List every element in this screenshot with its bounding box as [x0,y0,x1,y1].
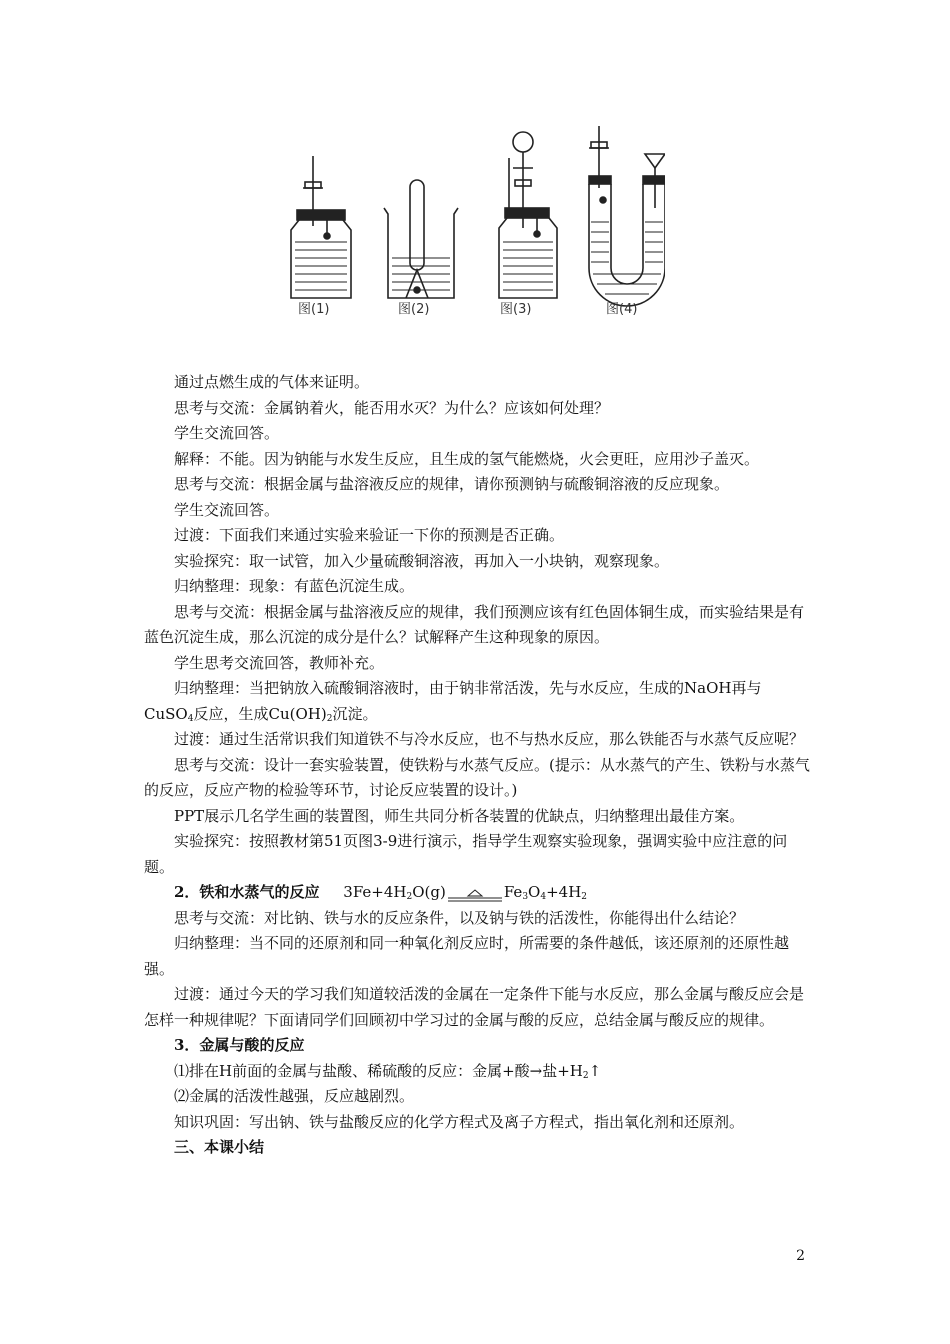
text-fragment: 反应，生成 [193,704,269,723]
text-line: 解释：不能。因为钠能与水发生反应，且生成的氢气能燃烧，火会更旺，应用沙子盖灭。 [174,449,760,468]
apparatus-figure [285,118,665,318]
gas-arrow: ↑ [588,1061,602,1080]
text-paragraph: 思考与交流：设计一套实验装置，使铁粉与水蒸气反应。(提示：从水蒸气的产生、铁粉与水蒸气的反应，反应产物的检验等环节，讨论反应装置的设计。) [144,755,810,799]
text-paragraph: 实验探究：按照教材第51页图3-9进行演示，指导学生观察实验现象，强调实验中应注意的问题。 [144,832,788,876]
eq-part: 3Fe+4H [343,883,407,901]
subscript: 2 [406,892,413,902]
apparatus-2 [384,180,458,298]
heat-arrow-icon [446,886,504,900]
text-line [144,1059,812,1085]
text-line: 归纳整理：当把钠放入硫酸铜溶液时，由于钠非常活泼，先与水反应，生成的NaOH再与 [174,679,762,697]
subscript: 4 [540,892,547,902]
text-fragment: 沉淀。 [332,704,378,723]
text-line: ⑵金属的活泼性越强，反应越剧烈。 [174,1087,415,1105]
formula-cuso4: CuSO [144,704,188,723]
text-line: PPT展示几名学生画的装置图，师生共同分析各装置的优缺点，归纳整理出最佳方案。 [174,806,745,825]
heading-text: 2．铁和水蒸气的反应 [174,883,320,901]
text-line [144,702,812,728]
figure-caption-2: 图(2) [398,302,430,317]
reaction-equation [343,883,587,901]
subscript: 2 [581,892,588,902]
text-line: 思考与交流：金属钠着火，能否用水灭？为什么？应该如何处理？ [174,398,610,417]
text-line: 通过点燃生成的气体来证明。 [174,373,370,391]
section-heading-2 [144,880,812,906]
page-number: 2 [796,1248,805,1264]
eq-part: O(g) [412,883,446,901]
figure-caption-4: 图(4) [606,302,638,317]
eq-part: Fe [503,883,523,901]
text-paragraph: 过渡：通过今天的学习我们知道较活泼的金属在一定条件下能与水反应，那么金属与酸反应会是怎样一种规律呢？下面请同学们回顾初中学习过的金属与酸的反应，总结金属与酸反应的规律。 [144,985,805,1029]
text-fragment: ⑴排在H前面的金属与盐酸、稀硫酸的反应：金属+酸→盐+H [174,1061,583,1080]
text-paragraph: 过渡：通过生活常识我们知道铁不与冷水反应，也不与热水反应，那么铁能否与水蒸气反应呢？ [174,730,805,748]
subscript: 3 [522,892,529,902]
figure-caption-1: 图(1) [298,302,330,317]
text-line: 思考与交流：对比钠、铁与水的反应条件，以及钠与铁的活泼性，你能得出什么结论？ [174,908,745,927]
text-paragraph: 归纳整理：当不同的还原剂和同一种氧化剂反应时，所需要的条件越低，该还原剂的还原性越强。 [144,934,790,978]
apparatus-3 [499,132,557,298]
formula-cuoh2: Cu(OH) [268,704,327,723]
apparatus-1 [291,156,351,298]
section-heading-summary: 三、本课小结 [174,1138,265,1156]
eq-part: +4H [546,883,582,901]
text-line: 归纳整理：现象：有蓝色沉淀生成。 [174,577,415,595]
figure-caption-3: 图(3) [500,302,532,317]
text-line: 学生交流回答。 [174,500,280,519]
eq-part: O [528,883,541,901]
text-line: 思考与交流：根据金属与盐溶液反应的规律，请你预测钠与硫酸铜溶液的反应现象。 [174,475,730,493]
subscript: 4 [187,713,194,724]
text-line: 实验探究：取一试管，加入少量硫酸铜溶液，再加入一小块钠，观察现象。 [174,551,670,570]
text-paragraph: 思考与交流：根据金属与盐溶液反应的规律，我们预测应该有红色固体铜生成，而实验结果是有蓝色沉淀生成，那么沉淀的成分是什么？试解释产生这种现象的原因。 [144,602,805,646]
subscript: 2 [326,713,333,724]
section-heading-3: 3．金属与酸的反应 [174,1036,305,1054]
text-line: 学生交流回答。 [174,424,280,442]
text-line: 学生思考交流回答，教师补充。 [174,653,385,672]
text-line: 过渡：下面我们来通过实验来验证一下你的预测是否正确。 [174,526,565,544]
text-line: 知识巩固：写出钠、铁与盐酸反应的化学方程式及离子方程式，指出氧化剂和还原剂。 [174,1112,745,1131]
subscript: 2 [582,1070,589,1081]
apparatus-4 [589,126,665,306]
lesson-body [144,370,812,1161]
